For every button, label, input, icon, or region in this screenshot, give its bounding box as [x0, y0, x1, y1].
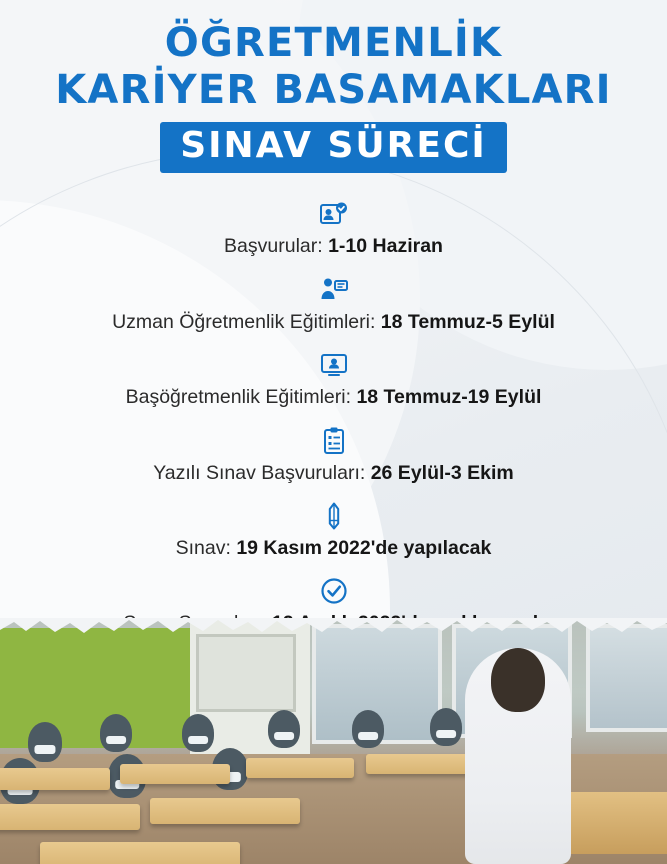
list-item-value: 19 Kasım 2022'de yapılacak — [236, 536, 492, 559]
desk — [150, 798, 300, 824]
list-item-value: 26 Eylül-3 Ekim — [370, 461, 514, 484]
pencil-icon — [317, 501, 351, 531]
desk — [366, 754, 474, 774]
check-circle-icon — [317, 576, 351, 606]
poster-header — [0, 0, 667, 173]
student — [268, 710, 300, 748]
list-item — [0, 350, 667, 409]
list-item — [0, 426, 667, 485]
classroom-photo-image — [0, 618, 667, 864]
title-badge: SINAV SÜRECİ — [160, 122, 507, 173]
student — [430, 708, 462, 746]
list-item-text — [224, 234, 443, 258]
list-item — [0, 501, 667, 560]
classroom-photo — [0, 618, 667, 864]
list-item-value: 18 Temmuz-19 Eylül — [356, 386, 542, 409]
desk — [246, 758, 354, 778]
online-training-monitor-icon — [317, 350, 351, 380]
student — [352, 710, 384, 748]
presenter-speaker-icon — [317, 275, 351, 305]
list-item-label: Başöğretmenlik Eğitimleri: — [125, 386, 357, 409]
list-item — [0, 199, 667, 258]
teacher-head — [491, 648, 545, 712]
title-line-2: KARİYER BASAMAKLARI — [55, 67, 612, 114]
clipboard-form-icon — [317, 426, 351, 456]
student — [182, 714, 214, 752]
desk — [120, 764, 230, 784]
list-item-label: Başvurular: — [224, 235, 329, 258]
student — [100, 714, 132, 752]
classroom-whiteboard — [196, 634, 296, 712]
desk — [0, 768, 110, 790]
list-item — [0, 275, 667, 334]
list-item-label: Yazılı Sınav Başvuruları: — [153, 461, 371, 484]
desk — [40, 842, 240, 864]
timeline-list — [0, 199, 667, 635]
list-item-value: 18 Temmuz-5 Eylül — [380, 310, 555, 333]
title-line-1: ÖĞRETMENLİK — [164, 20, 503, 66]
list-item-text — [112, 310, 555, 334]
list-item-text — [126, 385, 542, 409]
list-item-label: Uzman Öğretmenlik Eğitimleri: — [112, 310, 381, 333]
application-user-check-icon — [317, 199, 351, 229]
desk — [0, 804, 140, 830]
list-item-label: Sınav: — [175, 536, 237, 559]
list-item-text — [176, 536, 492, 560]
student — [28, 722, 62, 762]
list-item-value: 1-10 Haziran — [328, 235, 443, 258]
list-item-text — [153, 461, 514, 485]
torn-paper-edge — [0, 618, 667, 642]
